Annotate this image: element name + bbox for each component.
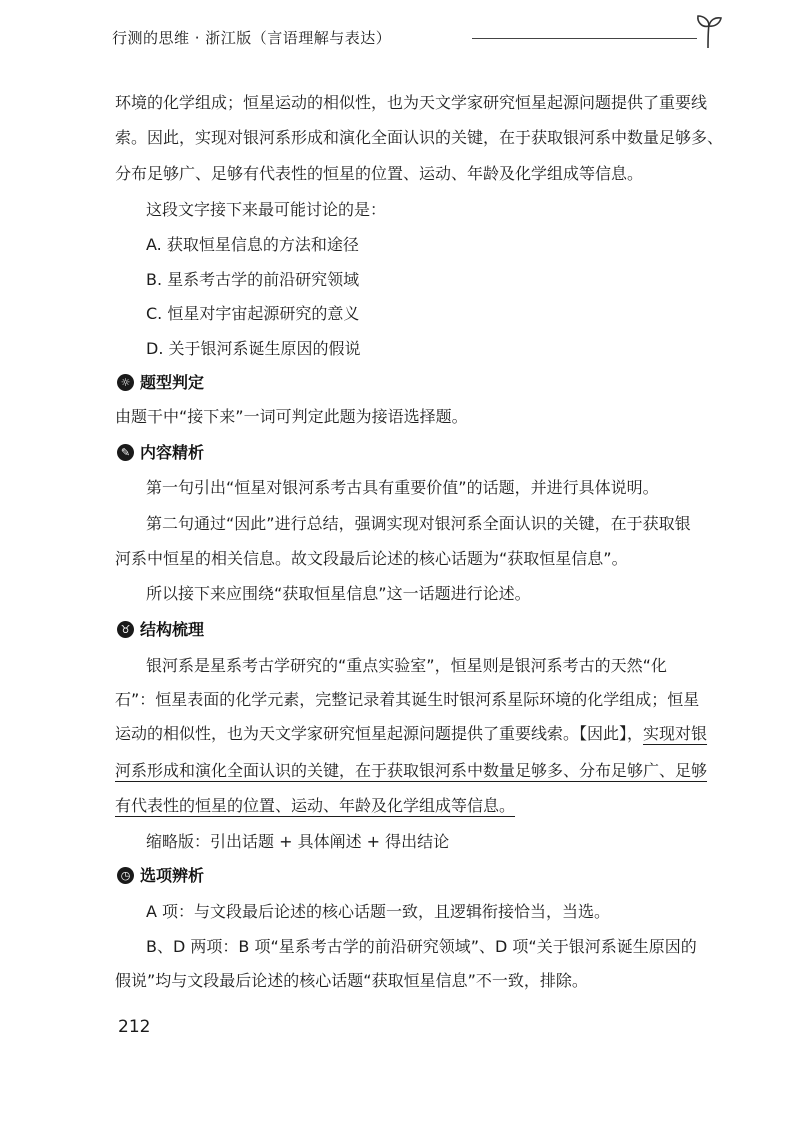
passage-line-1: 环境的化学组成；恒星运动的相似性，也为天文学家研究恒星起源问题提供了重要线 [115,93,708,112]
section-content [117,443,204,463]
option-b: B. 星系考古学的前沿研究领域 [146,270,360,289]
structure-line-3 [115,724,715,744]
type-text: 由题干中“接下来”一词可判定此题为接语选择题。 [115,407,468,426]
clock-icon: ◷ [117,867,134,884]
content-p2a: 第二句通过“因此”进行总结，强调实现对银河系全面认识的关键，在于获取银 [146,514,691,533]
passage-line-3: 分布足够广、足够有代表性的恒星的位置、运动、年龄及化学组成等信息。 [115,164,644,183]
section-type-title: 题型判定 [140,373,205,392]
pen-icon: ✎ [117,444,134,461]
section-type [117,373,204,393]
header-title: 行测的思维 · 浙江版（言语理解与表达） [112,29,392,47]
options-a: A 项：与文段最后论述的核心话题一致，且逻辑衔接恰当，当选。 [146,902,611,921]
passage-line-2: 索。因此，实现对银河系形成和演化全面认识的关键，在于获取银河系中数量足够多、 [115,128,724,147]
running-header [112,22,712,56]
structure-icon: ♉ [117,621,134,638]
options-bd-1: B、D 两项：B 项“星系考古学的前沿研究领域”、D 项“关于银河系诞生原因的 [146,937,697,956]
structure-line-5: 有代表性的恒星的位置、运动、年龄及化学组成等信息。 [115,796,516,815]
section-structure [117,620,204,640]
options-bd-2: 假说”均与文段最后论述的核心话题“获取恒星信息”不一致，排除。 [115,971,588,990]
leaf-icon [688,12,728,52]
structure-line-2: 石”：恒星表面的化学元素，完整记录着其诞生时银河系星际环境的化学组成；恒星 [115,690,700,709]
content-p3: 所以接下来应围绕“获取恒星信息”这一话题进行论述。 [146,584,531,603]
structure-line-4: 河系形成和演化全面认识的关键，在于获取银河系中数量足够多、分布足够广、足够 [115,761,708,780]
sun-icon: ☼ [117,374,134,391]
option-d: D. 关于银河系诞生原因的假说 [146,339,361,358]
content-p1: 第一句引出“恒星对银河系考古具有重要价值”的话题，并进行具体说明。 [146,478,659,497]
structure-line-3a: 运动的相似性，也为天文学家研究恒星起源问题提供了重要线索。【因此】， [115,724,644,743]
structure-line-1: 银河系是星系考古学研究的“重点实验室”，恒星则是银河系考古的天然“化 [146,656,667,675]
section-structure-title: 结构梳理 [140,620,205,639]
section-options [117,866,204,886]
content-p2b: 河系中恒星的相关信息。故文段最后论述的核心话题为“获取恒星信息”。 [115,549,628,568]
structure-summary: 缩略版：引出话题 + 具体阐述 + 得出结论 [146,832,450,851]
section-options-title: 选项辨析 [140,866,205,885]
option-c: C. 恒星对宇宙起源研究的意义 [146,304,360,323]
page-number: 212 [118,1017,151,1037]
header-rule [472,38,697,39]
structure-line-3b: 实现对银 [643,724,708,743]
section-content-title: 内容精析 [140,443,205,462]
option-a: A. 获取恒星信息的方法和途径 [146,235,359,254]
question-stem: 这段文字接下来最可能讨论的是： [146,200,387,219]
